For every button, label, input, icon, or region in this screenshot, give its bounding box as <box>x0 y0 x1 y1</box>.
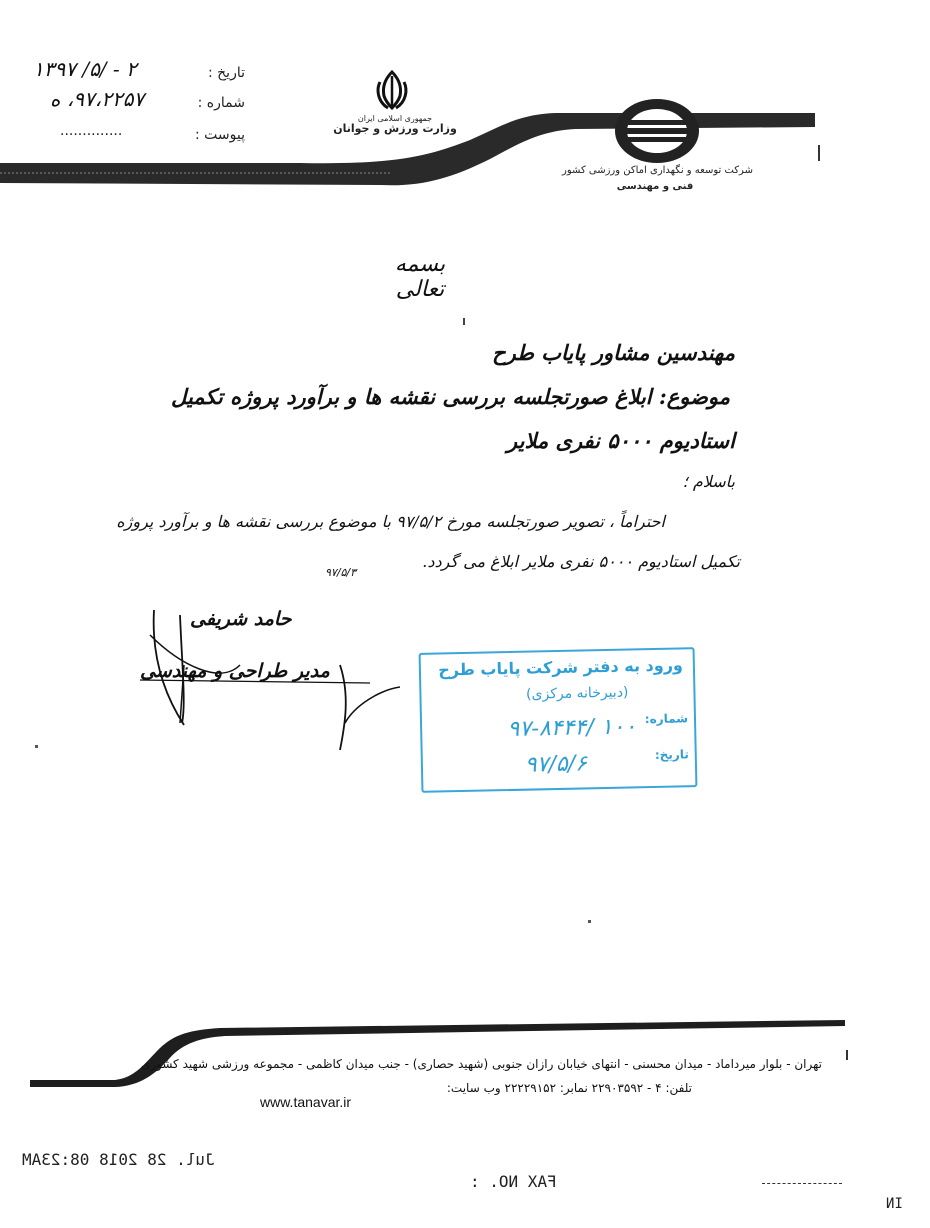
subject-line-1: موضوع: ابلاغ صورتجلسه بررسی نقشه ها و برآورد پروژه تکمیل <box>171 384 730 409</box>
invocation: بسمه تعالی <box>394 252 446 302</box>
stamp-number-value: ۱۰۰ /۹۷-۸۴۴۴ <box>507 714 637 743</box>
stamp-date-label: تاریخ: <box>654 747 689 762</box>
handwritten-note: ۹۷/۵/۳ <box>325 566 357 579</box>
footer-website: www.tanavar.ir <box>260 1094 352 1110</box>
signer-title: مدیر طراحی و مهندسی <box>140 660 330 682</box>
number-field <box>198 95 245 111</box>
fax-timestamp: Jul. 28 2018 08:23AM <box>22 1150 215 1169</box>
number-label: شماره : <box>197 95 245 111</box>
company-logo-icon <box>612 96 702 166</box>
signer-name: حامد شریفی <box>190 608 292 630</box>
scan-speck <box>463 318 465 325</box>
body-line-2: تکمیل استادیوم ۵۰۰۰ نفری ملایر ابلاغ می گردد. <box>422 552 740 571</box>
stamp-line1: ورود به دفتر شرکت پایاب طرح <box>438 655 684 680</box>
attachment-label: پیوست : <box>195 127 245 143</box>
company-line2: فنی و مهندسی <box>616 181 694 192</box>
iran-emblem-icon <box>372 68 412 112</box>
body-line-1: احتراماً ، تصویر صورتجلسه مورخ ۹۷/۵/۲ با موضوع بررسی نقشه ها و برآورد پروژه <box>116 512 665 531</box>
stamp-number-label: شماره: <box>644 711 689 727</box>
footer-address: تهران - بلوار میرداماد - میدان محسنی - انتهای خیابان رازان جنوبی (شهید حصاری) - جنب میدان کاظمی - مجموعه ورزشی شهید کشوری <box>140 1057 822 1071</box>
signature-scribble <box>140 605 400 755</box>
date-label: تاریخ : <box>207 65 245 81</box>
margin-mark <box>818 145 820 161</box>
stamp-date-value: ۹۷/۵/۶ <box>524 751 588 778</box>
date-field <box>208 65 245 81</box>
attachment-value: .............. <box>60 123 123 139</box>
fax-number: FAX NO. : <box>470 1172 557 1191</box>
fax-corner: IN <box>886 1196 903 1212</box>
scan-speck <box>588 920 591 923</box>
greeting: باسلام ؛ <box>682 472 735 491</box>
received-stamp <box>419 647 698 793</box>
date-value: ۱۳۹۷ /۵/ - ۲ <box>33 57 137 81</box>
ministry-line2: وزارت ورزش و جوانان <box>333 122 457 135</box>
footer-mark <box>846 1050 848 1060</box>
company-line1: شرکت توسعه و نگهداری اماکن ورزشی کشور <box>562 165 753 176</box>
stamp-line2: (دبیرخانه مرکزی) <box>525 684 629 703</box>
recipient: مهندسین مشاور پایاب طرح <box>492 340 735 365</box>
ministry-line1: جمهوری اسلامی ایران <box>357 114 433 123</box>
footer-phone: تلفن: ۴ - ۲۲۹۰۳۵۹۲ نمابر: ۲۲۲۲۹۱۵۲ وب سایت: <box>446 1081 692 1095</box>
number-value: ۹۷،۲۲۵۷، ه <box>50 87 145 111</box>
footer-wave-band <box>20 1008 850 1088</box>
subject-line-2: استادیوم ۵۰۰۰ نفری ملایر <box>507 428 735 453</box>
attachment-field <box>195 127 245 143</box>
header-fields <box>15 55 250 145</box>
scan-speck <box>35 745 38 748</box>
fax-dash-line <box>762 1183 842 1184</box>
